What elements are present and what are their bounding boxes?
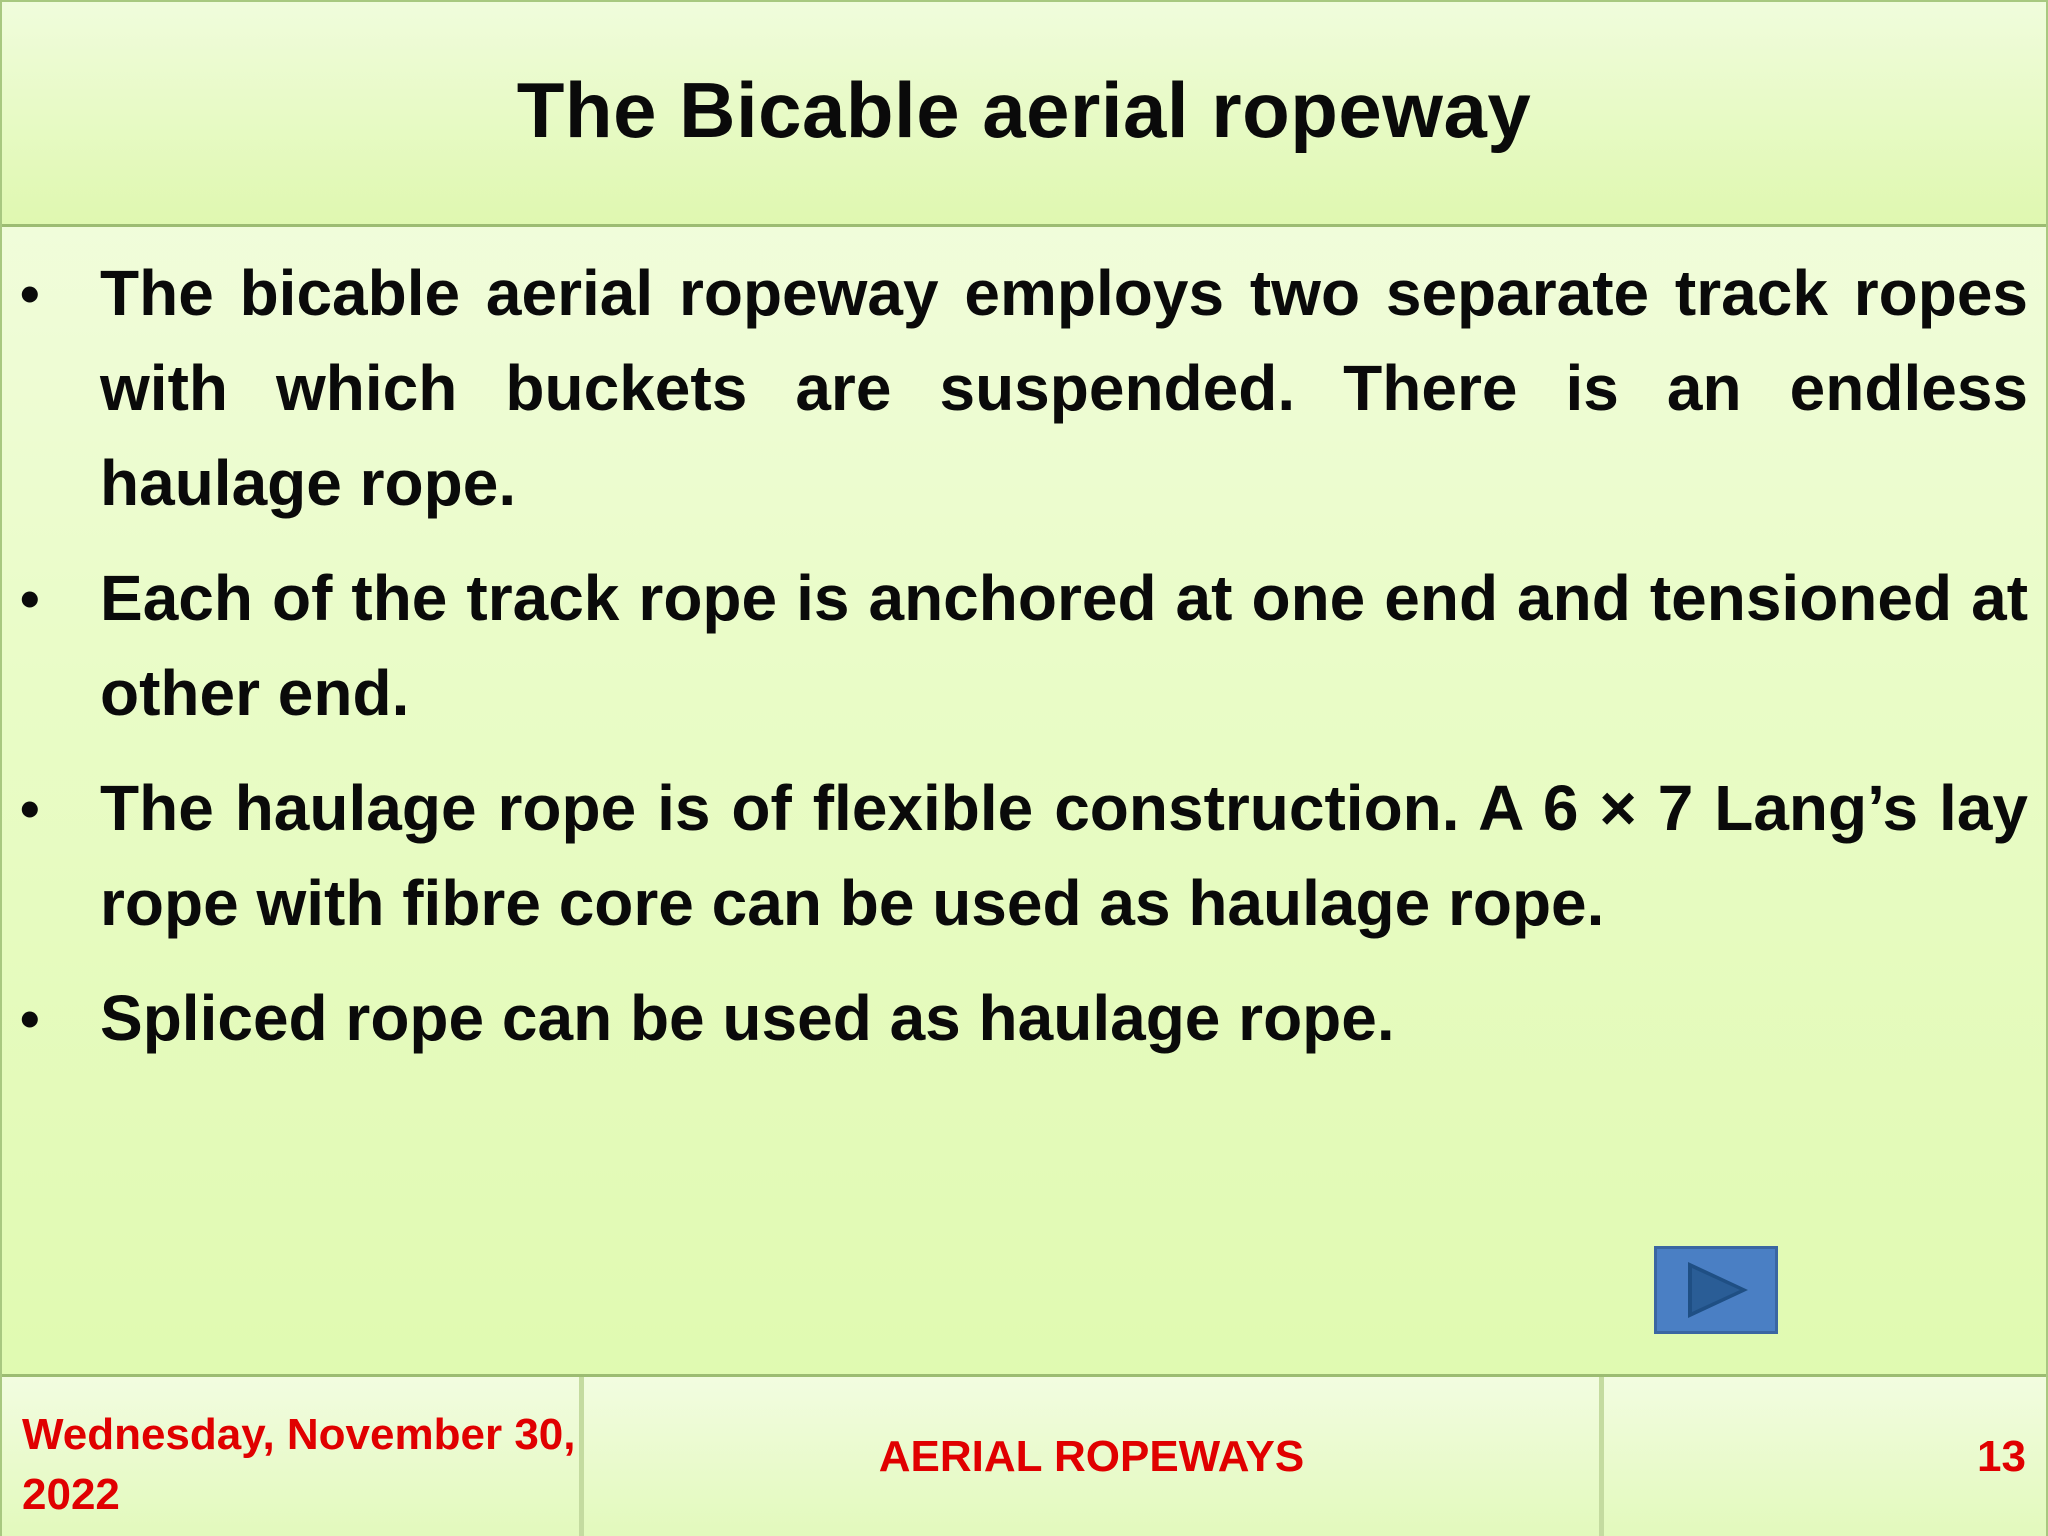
bullet-marker: • [20,777,40,840]
bullet-list [20,246,2028,1086]
bullet-item [20,971,2028,1066]
footer [2,1374,2046,1536]
title-bar [2,2,2046,227]
slide-title: The Bicable aerial ropeway [516,65,1532,154]
play-next-icon [1674,1258,1758,1322]
slide-content [2,228,2046,1373]
bullet-text: Spliced rope can be used as haulage rope. [100,982,1395,1054]
bullet-text: The haulage rope is of flexible construction. A 6 × 7 Lang’s lay rope with fibre core can be used as haulage rope. [100,772,2028,939]
bullet-item [20,246,2028,531]
bullet-text: The bicable aerial ropeway employs two separate track ropes with which buckets are suspended. There is an endless haulage rope. [100,257,2028,519]
next-slide-button[interactable] [1654,1246,1778,1334]
footer-date: Wednesday, November 30, 2022 [2,1377,584,1536]
bullet-marker: • [20,987,40,1050]
bullet-marker: • [20,262,40,325]
footer-title: AERIAL ROPEWAYS [584,1377,1604,1536]
bullet-text: Each of the track rope is anchored at one end and tensioned at other end. [100,562,2028,729]
bullet-marker: • [20,567,40,630]
footer-page-number: 13 [1977,1432,2026,1481]
bullet-item [20,761,2028,951]
bullet-item [20,551,2028,741]
